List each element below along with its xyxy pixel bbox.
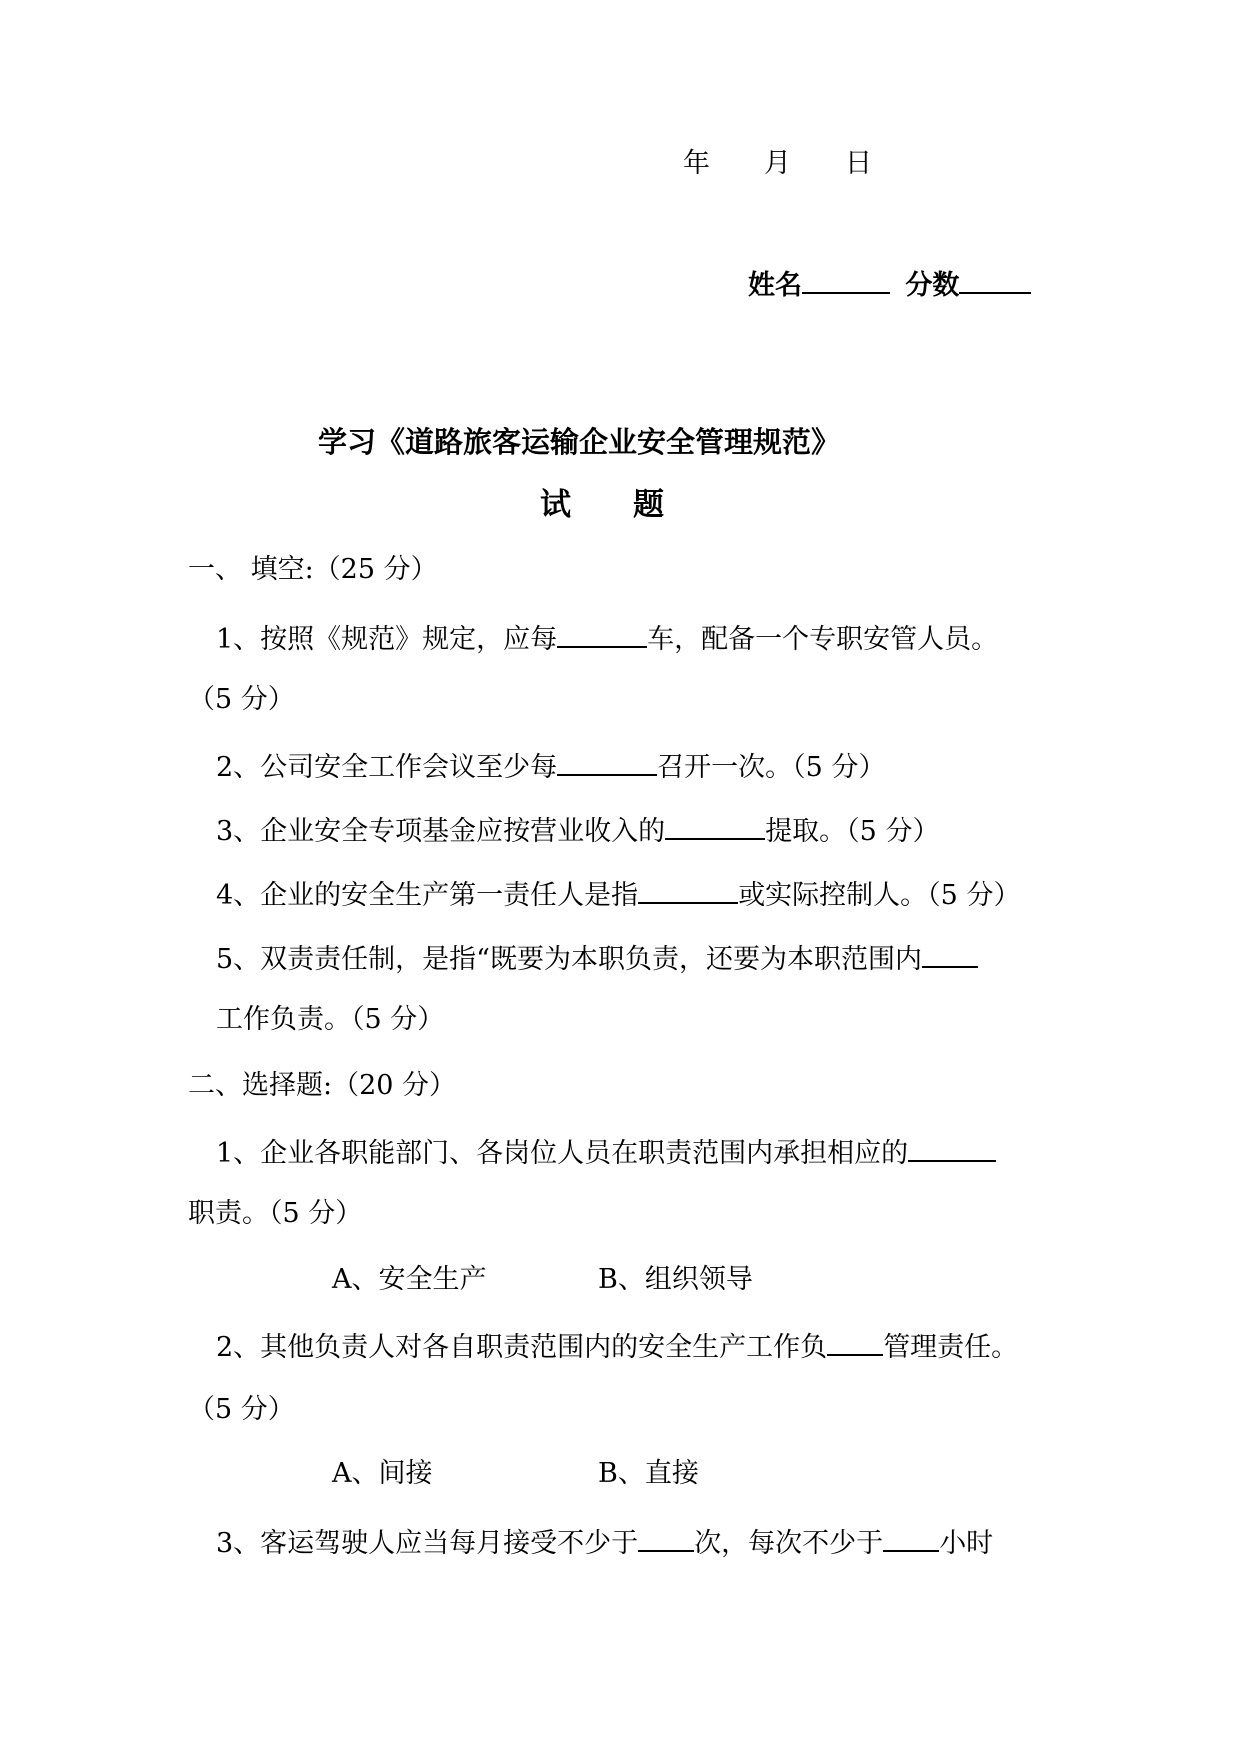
s1-q3-text-a: 3、企业安全专项基金应按营业收入的 (216, 816, 666, 847)
section2-heading: 二、选择题:（20 分） (188, 1070, 457, 1101)
s1-q3-text-b: 提取。（5 分） (765, 816, 940, 847)
s2-q3-text-a: 3、客运驾驶人应当每月接受不少于 (216, 1528, 639, 1559)
s1-q5-line1 (216, 942, 978, 973)
s2-q2-blank[interactable] (827, 1330, 883, 1356)
s2-q2-text-a: 2、其他负责人对各自职责范围内的安全生产工作负 (216, 1332, 828, 1363)
s2-q3-blank-1[interactable] (638, 1526, 694, 1552)
s2-q2-line2: （5 分） (188, 1394, 295, 1425)
name-score-line (748, 268, 1031, 299)
name-blank[interactable] (802, 268, 890, 294)
s1-q1-text-b: 车，配备一个专职安管人员。 (647, 624, 999, 655)
s2-q1-option-a[interactable]: A、安全生产 (332, 1264, 487, 1295)
s1-q2-text-a: 2、公司安全工作会议至少每 (216, 752, 558, 783)
s1-q4-blank[interactable] (638, 878, 738, 904)
score-blank[interactable] (959, 268, 1031, 294)
s1-q5-text-a: 5、双责责任制，是指“既要为本职负责，还要为本职范围内 (216, 944, 922, 975)
s1-q3-line (216, 814, 939, 845)
s1-q2-blank[interactable] (557, 750, 657, 776)
s2-q1-text-a: 1、企业各职能部门、各岗位人员在职责范围内承担相应的 (216, 1138, 909, 1169)
section1-heading: 一、 填空:（25 分） (188, 554, 438, 585)
s1-q5-blank[interactable] (922, 942, 978, 968)
s2-q3-line1 (216, 1526, 993, 1557)
s2-q3-text-b: 次，每次不少于 (694, 1528, 884, 1559)
s2-q3-text-c: 小时 (939, 1528, 994, 1559)
s1-q4-text-a: 4、企业的安全生产第一责任人是指 (216, 880, 639, 911)
s2-q1-option-b[interactable]: B、组织领导 (598, 1264, 753, 1295)
s1-q3-blank[interactable] (665, 814, 765, 840)
page-subtitle: 试 题 (540, 487, 664, 523)
name-label: 姓名 (748, 270, 802, 301)
score-label: 分数 (905, 270, 960, 301)
s2-q3-blank-2[interactable] (883, 1526, 939, 1552)
s1-q2-line (216, 750, 885, 781)
s2-q2-line1 (216, 1330, 1018, 1361)
s1-q2-text-b: 召开一次。（5 分） (657, 752, 886, 783)
page-title: 学习《道路旅客运输企业安全管理规范》 (318, 425, 841, 459)
s1-q1-text-a: 1、按照《规范》规定，应每 (216, 624, 558, 655)
s1-q4-text-b: 或实际控制人。（5 分） (738, 880, 1021, 911)
s1-q1-blank[interactable] (557, 622, 647, 648)
s1-q1-line2: （5 分） (188, 684, 295, 715)
s1-q4-line (216, 878, 1020, 909)
s2-q2-option-b[interactable]: B、直接 (598, 1458, 699, 1489)
s1-q1-line1 (216, 622, 998, 653)
s2-q2-option-a[interactable]: A、间接 (332, 1458, 433, 1489)
date-line: 年 月 日 (683, 148, 872, 179)
s2-q1-line2: 职责。（5 分） (188, 1198, 363, 1229)
s2-q1-blank[interactable] (908, 1136, 996, 1162)
s2-q2-text-b: 管理责任。 (883, 1332, 1019, 1363)
s2-q1-line1 (216, 1136, 996, 1167)
s1-q5-line2: 工作负责。（5 分） (216, 1004, 445, 1035)
